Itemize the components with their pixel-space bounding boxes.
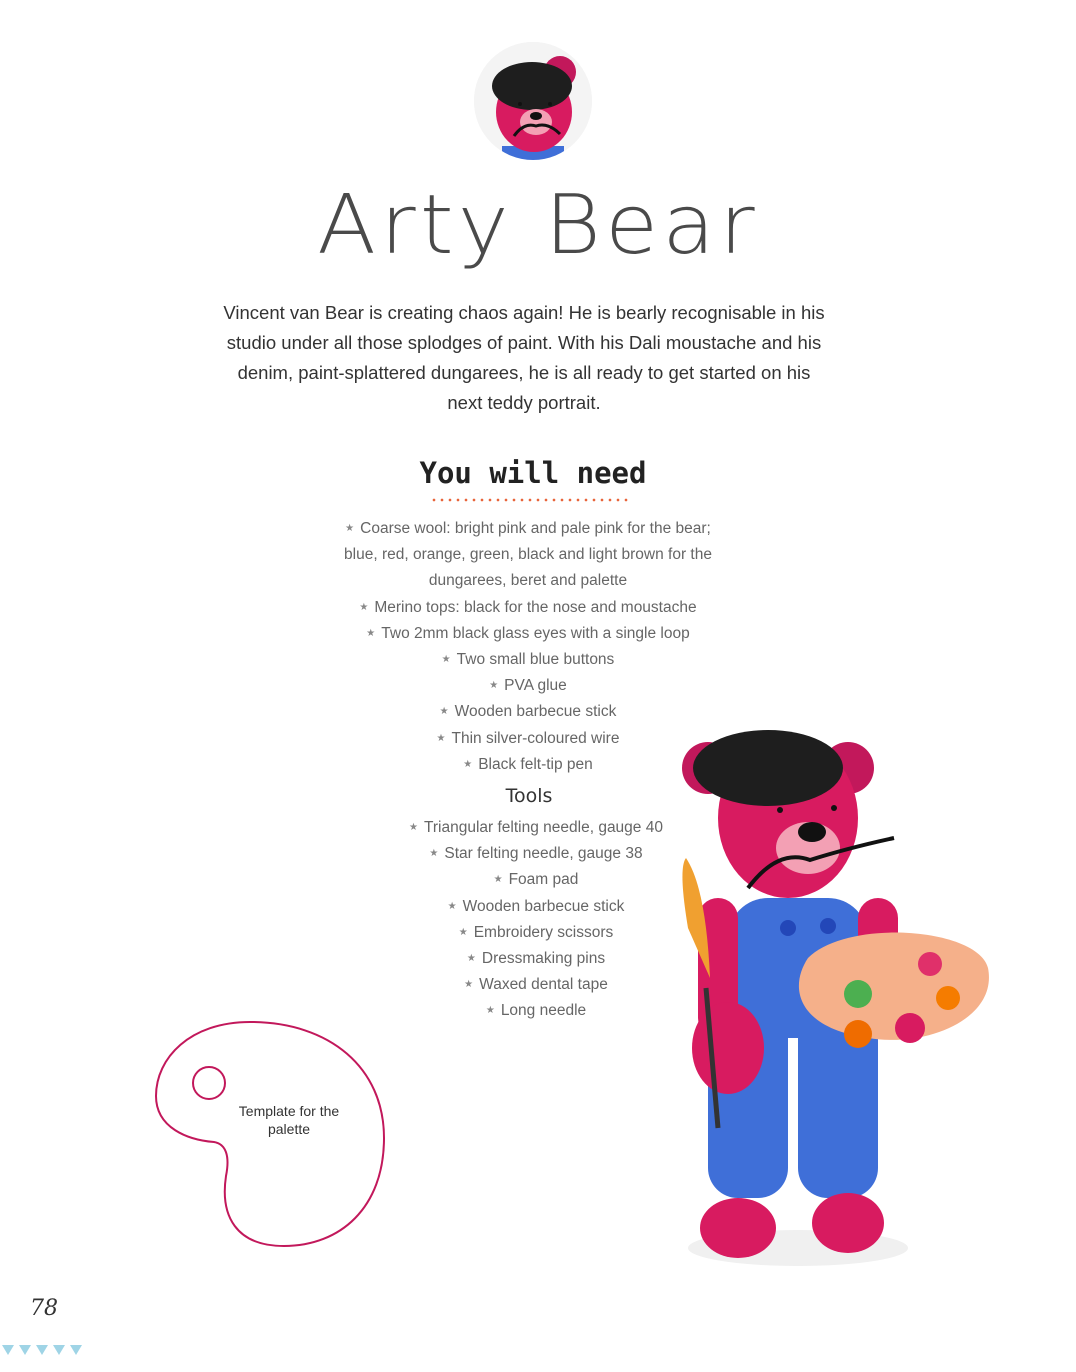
materials-heading: You will need (419, 456, 647, 490)
dotted-divider (430, 498, 628, 502)
list-item: ★ Triangular felting needle, gauge 40 (338, 815, 734, 841)
bear-portrait-icon (474, 42, 592, 160)
tools-heading: Tools (505, 785, 553, 807)
list-item: ★ Foam pad (338, 867, 734, 893)
triangle-icon (19, 1345, 31, 1355)
list-item: ★ Wooden barbecue stick (338, 894, 734, 920)
list-item: ★ PVA glue (330, 673, 726, 699)
list-item: ★ Wooden barbecue stick (330, 699, 726, 725)
list-item: ★ Dressmaking pins (338, 946, 734, 972)
bear-photo-image (648, 728, 1008, 1288)
list-item: ★ Coarse wool: bright pink and pale pink for the bear; blue, red, orange, green, black and light brown for the dungarees, beret and palette (330, 516, 726, 595)
list-item: ★ Waxed dental tape (338, 972, 734, 998)
list-item: ★ Star felting needle, gauge 38 (338, 841, 734, 867)
list-item: ★ Two 2mm black glass eyes with a single loop (330, 621, 726, 647)
decorative-triangles (2, 1340, 87, 1352)
list-item: ★ Thin silver-coloured wire (330, 726, 726, 752)
template-caption: Template for the palette (238, 1103, 340, 1137)
triangle-icon (53, 1345, 65, 1355)
triangle-icon (36, 1345, 48, 1355)
list-item: ★ Black felt-tip pen (330, 752, 726, 778)
bear-avatar-image (474, 42, 592, 160)
page-title: Arty Bear (317, 178, 759, 273)
triangle-icon (2, 1345, 14, 1355)
list-item: ★ Merino tops: black for the nose and moustache (330, 595, 726, 621)
list-item: ★ Two small blue buttons (330, 647, 726, 673)
page-number: 78 (30, 1296, 58, 1321)
intro-paragraph: Vincent van Bear is creating chaos again! He is bearly recognisable in his studio under all those splodges of paint. With his Dali moustache and his denim, paint-splattered dungarees, he is all ready to get started on his next teddy portrait. (223, 302, 825, 413)
list-item: ★ Embroidery scissors (338, 920, 734, 946)
list-item: ★ Long needle (338, 998, 734, 1024)
triangle-icon (70, 1345, 82, 1355)
